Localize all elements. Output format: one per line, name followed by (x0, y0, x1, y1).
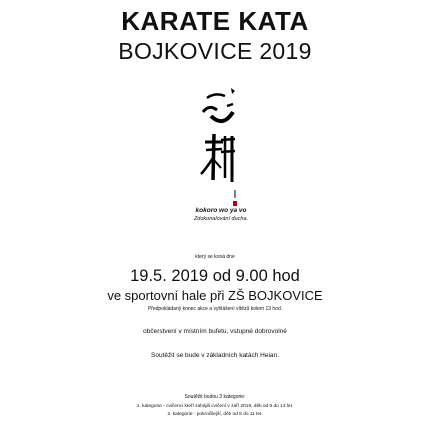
category-item: 1. kategorie - cvičenci kteří zahájili cvičení v září 2018, děti od 6 do 13 let. (136, 404, 294, 409)
page-subtitle: BOJKOVICE 2019 (118, 38, 312, 64)
calligraphy-image (165, 82, 265, 212)
categories-intro: Soutěžit budou 3 kategorie: (184, 394, 246, 400)
refreshments-note: občerstvení v místním bufetu, vstupné dobrovolné (143, 328, 287, 335)
contest-rules: Soutěžit se bude v základních katách Heian. (151, 352, 279, 359)
event-date-time: 19.5. 2019 od 9.00 hod (130, 267, 300, 285)
category-item: 2. kategorie - pokročilejší, děti od 8 do 11 let. (167, 412, 263, 417)
page-title: KARATE KATA (121, 6, 309, 36)
event-venue: ve sportovní hale při ZŠ BOJKOVICE (107, 288, 323, 303)
motto-translation: Zdokonalování ducha. (193, 216, 249, 222)
event-end-note: Předpokládaný konec akce a vyhlášení vítězů kolem 13 hod. (147, 306, 283, 312)
event-intro: který se koná dne (195, 254, 235, 260)
motto-text: kokoro wo ya vo (195, 207, 247, 214)
